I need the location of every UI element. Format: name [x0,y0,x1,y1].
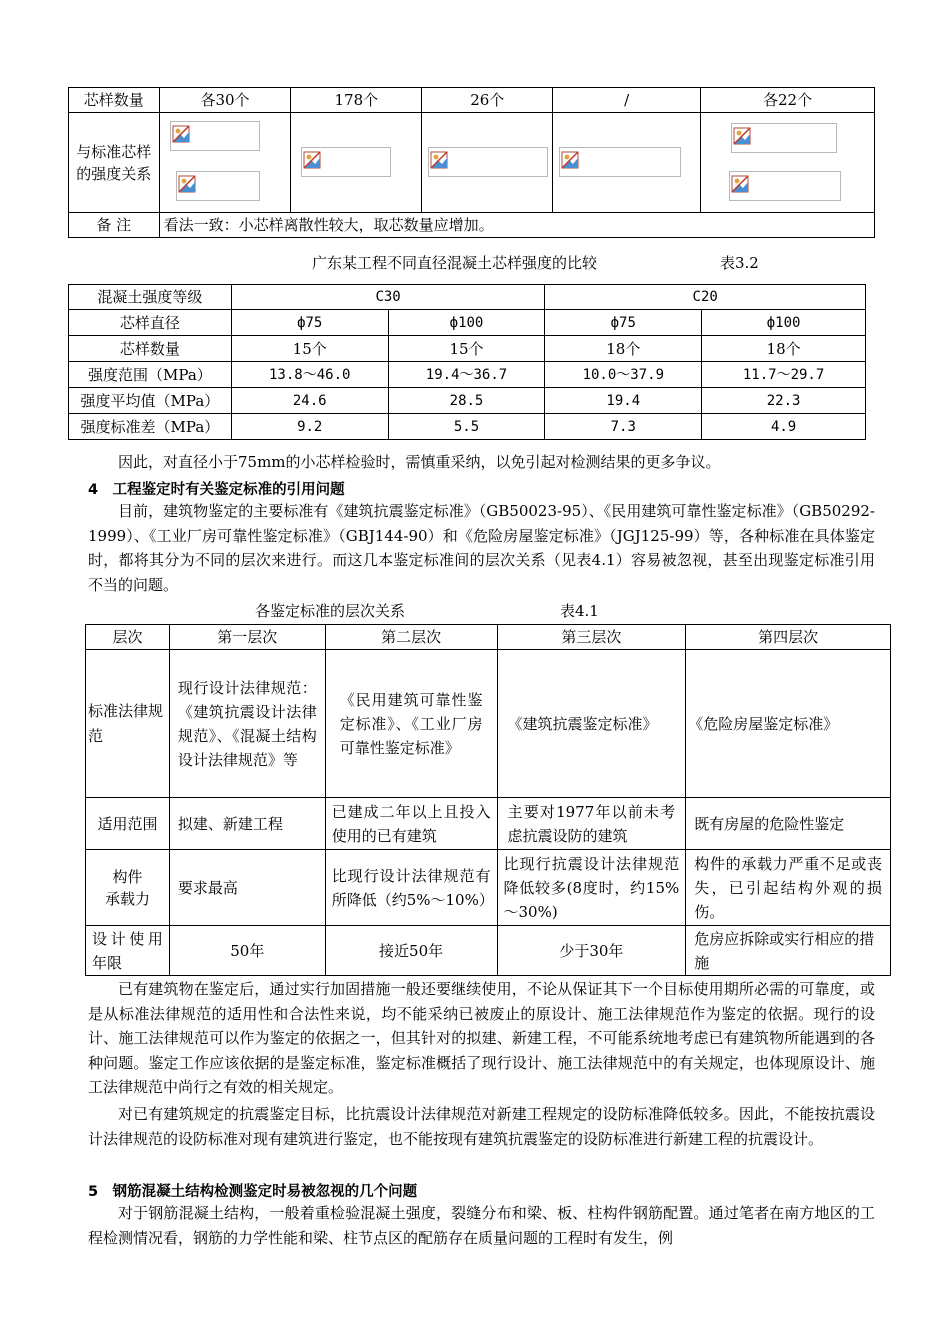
table-cell: ф75 [545,310,702,336]
broken-image-placeholder [301,147,391,177]
paragraph: 对已有建筑规定的抗震鉴定目标，比抗震设计法律规范对新建工程规定的设防标准降低较多。因此，不能按抗震设计法律规范的设防标准对现有建筑进行鉴定，也不能按现有建筑抗震鉴定的设防标准进行新建工程的抗震设计。 [88,1105,875,1148]
grade-header: C20 [545,285,866,310]
table-cell: 要求最高 [169,850,325,926]
broken-image-icon [303,151,321,169]
column-header: 第一层次 [169,625,325,650]
table-cell: 现行设计法律规范：《建筑抗震设计法律规范》、《混凝土结构设计法律规范》等 [169,650,325,798]
table-cell: 15个 [231,336,388,362]
row-label: 强度平均值（MPa） [69,388,232,414]
strength-relation-table [68,87,875,238]
broken-image-icon [178,175,196,193]
section-heading: 5 钢筋混凝土结构检测鉴定时易被忽视的几个问题 [88,1184,418,1200]
broken-image-icon [561,151,579,169]
column-header: 第三层次 [497,625,686,650]
broken-image-icon [172,125,190,143]
table-cell: 24.6 [231,388,388,414]
table-cell: 15个 [388,336,545,362]
grade-header-label: 混凝土强度等级 [69,285,232,310]
row-label: 强度标准差（MPa） [69,414,232,440]
broken-image-placeholder [428,147,548,177]
relation-label-line1: 与标准芯样 [76,142,152,161]
table-cell: 《民用建筑可靠性鉴定标准》、《工业厂房可靠性鉴定标准》 [325,650,497,798]
relation-image-cell [291,113,422,213]
row-label-line1: 构件 [112,867,143,886]
row-label [86,850,170,926]
core-count-cell: 各22个 [701,88,875,113]
broken-image-placeholder [729,171,841,201]
table-cell: 《危险房屋鉴定标准》 [686,650,891,798]
table-cell: 拟建、新建工程 [169,798,325,850]
table-cell: 既有房屋的危险性鉴定 [686,798,891,850]
table-cell: 22.3 [702,388,866,414]
table-cell: 主要对1977年以前未考虑抗震设防的建筑 [497,798,686,850]
broken-image-icon [731,175,749,193]
note-text: 看法一致：小芯样离散性较大，取芯数量应增加。 [159,213,874,238]
relation-image-cell [422,113,553,213]
table-cell: 18个 [545,336,702,362]
table-cell: 9.2 [231,414,388,440]
paragraph: 已有建筑物在鉴定后，通过实行加固措施一般还要继续使用，不论从保证其下一个目标使用期所必需的可靠度，或是从标准法律规范的适用性和合法性来说，均不能采纳已被废止的原设计、施工法律规范作为鉴定的依据。现行的设计、施工法律规范可以作为鉴定的依据之一，但其针对的拟建、新建工程，不可能系统地考虑已有建筑物所能遇到的各种问题。鉴定工作应该依据的是鉴定标准，鉴定标准概括了现行设计、施工法律规范中的有关规定，也体现原设计、施工法律规范中尚行之有效的相关规定。 [88,980,875,1096]
table-cell: 10.0～37.9 [545,362,702,388]
table-caption: 各鉴定标准的层次关系 [255,602,406,620]
paragraph: 对于钢筋混凝土结构，一般着重检验混凝土强度，裂缝分布和梁、板、柱构件钢筋配置。通过笔者在南方地区的工程检测情况看，钢筋的力学性能和梁、柱节点区的配筋存在质量问题的工程时有发生，例 [88,1204,875,1247]
core-count-label: 芯样数量 [69,88,160,113]
table-caption: 广东某工程不同直径混凝土芯样强度的比较 [312,254,598,272]
table-cell: 已建成二年以上且投入使用的已有建筑 [325,798,497,850]
standard-hierarchy-table [85,624,891,976]
relation-label [69,113,160,213]
table-cell: 少于30年 [497,926,686,976]
core-count-cell: / [553,88,701,113]
table-number: 表4.1 [560,602,599,620]
broken-image-placeholder [559,147,681,177]
table-cell: ф100 [702,310,866,336]
core-strength-comparison-table [68,284,866,440]
core-count-cell: 26个 [422,88,553,113]
core-count-cell: 178个 [291,88,422,113]
table-cell: 19.4 [545,388,702,414]
grade-header: C30 [231,285,545,310]
row-label-line2: 承载力 [104,889,150,908]
relation-label-line2: 的强度关系 [76,164,152,183]
column-header: 第二层次 [325,625,497,650]
paragraph: 因此，对直径小于75mm的小芯样检验时，需慎重采纳，以免引起对检测结果的更多争议。 [118,453,721,471]
table-number: 表3.2 [720,254,759,272]
table-cell: 4.9 [702,414,866,440]
row-label: 标准法律规范 [86,650,170,798]
row-label: 设计使用年限 [86,926,170,976]
relation-image-cell [553,113,701,213]
row-label: 强度范围（MPa） [69,362,232,388]
row-label: 芯样数量 [69,336,232,362]
note-label: 备 注 [69,213,160,238]
table-cell: 28.5 [388,388,545,414]
table-cell: 7.3 [545,414,702,440]
paragraph: 目前，建筑物鉴定的主要标准有《建筑抗震鉴定标准》（GB50023-95）、《民用建筑可靠性鉴定标准》（GB50292-1999）、《工业厂房可靠性鉴定标准》（GBJ144-90）和《危险房屋鉴定标准》（JGJ125-99）等，各种标准在具体鉴定时，都将其分为不同的层次来进行。而这几本鉴定标准间的层次关系（见表4.1）容易被忽视，甚至出现鉴定标准引用不当的问题。 [88,502,875,594]
section-heading: 4 工程鉴定时有关鉴定标准的引用问题 [88,482,345,498]
table-cell: 50年 [169,926,325,976]
table-cell: 接近50年 [325,926,497,976]
table-cell: ф75 [231,310,388,336]
broken-image-icon [430,151,448,169]
core-count-cell: 各30个 [159,88,291,113]
relation-image-cell [159,113,291,213]
broken-image-icon [733,127,751,145]
table-cell: 构件的承载力严重不足或丧失，已引起结构外观的损伤。 [686,850,891,926]
table-cell: 5.5 [388,414,545,440]
table-cell: 18个 [702,336,866,362]
column-header: 第四层次 [686,625,891,650]
row-label: 芯样直径 [69,310,232,336]
broken-image-placeholder [176,171,260,201]
table-cell: 比现行设计法律规范有所降低（约5%～10%） [325,850,497,926]
table-cell: 19.4～36.7 [388,362,545,388]
relation-image-cell [701,113,875,213]
table-cell: 危房应拆除或实行相应的措施 [686,926,891,976]
table-cell: 《建筑抗震鉴定标准》 [497,650,686,798]
broken-image-placeholder [731,123,837,153]
table-cell: 11.7～29.7 [702,362,866,388]
broken-image-placeholder [170,121,260,151]
table-cell: 13.8～46.0 [231,362,388,388]
column-header: 层次 [86,625,170,650]
row-label: 适用范围 [86,798,170,850]
table-cell: 比现行抗震设计法律规范降低较多(8度时，约15%～30%) [497,850,686,926]
table-cell: ф100 [388,310,545,336]
